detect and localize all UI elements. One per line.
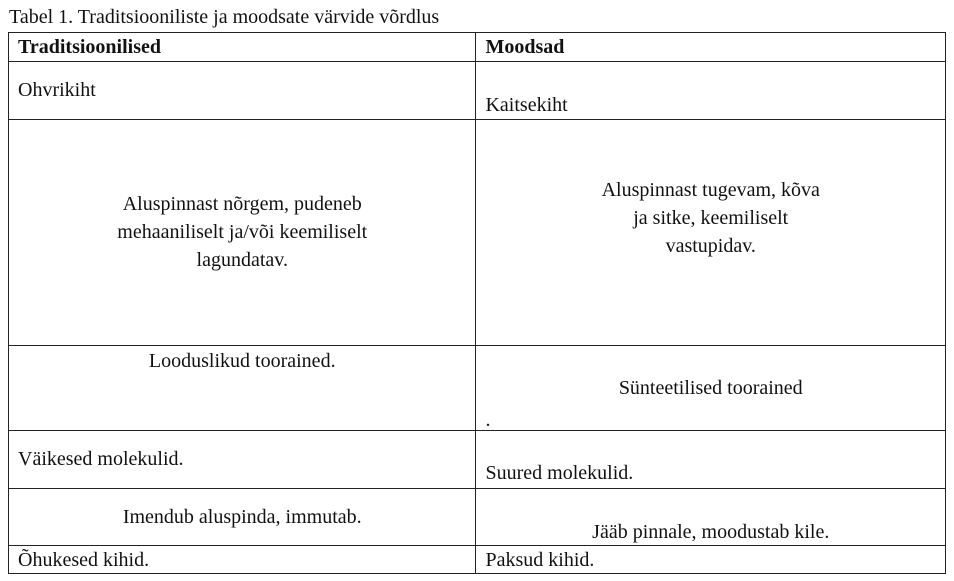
cell-text: Õhukesed kihid. <box>18 549 150 571</box>
cell-text <box>476 176 945 260</box>
stray-period: . <box>485 409 491 431</box>
cell-text: Sünteetilised toorained <box>618 377 803 399</box>
cell-traditional <box>9 546 476 574</box>
comparison-table <box>8 32 946 574</box>
cell-text <box>9 190 475 274</box>
table-row <box>9 431 946 489</box>
table-row <box>9 62 946 120</box>
cell-text: Ohvrikiht <box>18 79 96 101</box>
cell-text-line: ja sitke, keemiliselt <box>633 207 789 229</box>
table-row <box>9 120 946 346</box>
cell-modern <box>476 489 946 546</box>
cell-text: Looduslikud toorained. <box>148 350 336 372</box>
cell-modern <box>476 120 946 346</box>
table-caption: Tabel 1. Traditsiooniliste ja moodsate värvide võrdlus <box>9 6 440 28</box>
cell-text-line: Aluspinnast tugevam, kõva <box>601 179 820 201</box>
header-modern: Moodsad <box>476 33 946 62</box>
table-row <box>9 346 946 431</box>
cell-modern <box>476 346 946 431</box>
cell-text-line: Aluspinnast nõrgem, pudeneb <box>122 193 362 215</box>
cell-text: Jääb pinnale, moodustab kile. <box>592 521 830 543</box>
table-header-row <box>9 33 946 62</box>
cell-text: Väikesed molekulid. <box>18 448 184 470</box>
cell-traditional <box>9 431 476 489</box>
cell-text-line: mehaaniliselt ja/või keemiliselt <box>117 221 368 243</box>
header-traditional: Traditsioonilised <box>9 33 476 62</box>
cell-traditional <box>9 120 476 346</box>
cell-traditional <box>9 346 476 431</box>
cell-modern <box>476 546 946 574</box>
cell-modern <box>476 62 946 120</box>
cell-text-line: lagundatav. <box>196 249 288 271</box>
cell-text-line: vastupidav. <box>665 235 756 257</box>
cell-text: Imendub aluspinda, immutab. <box>122 506 362 528</box>
cell-text: Kaitsekiht <box>485 94 568 116</box>
cell-text: Suured molekulid. <box>485 462 634 484</box>
cell-text: Paksud kihid. <box>485 549 595 571</box>
cell-traditional <box>9 489 476 546</box>
cell-modern <box>476 431 946 489</box>
table-row <box>9 546 946 574</box>
table-row <box>9 489 946 546</box>
cell-traditional <box>9 62 476 120</box>
